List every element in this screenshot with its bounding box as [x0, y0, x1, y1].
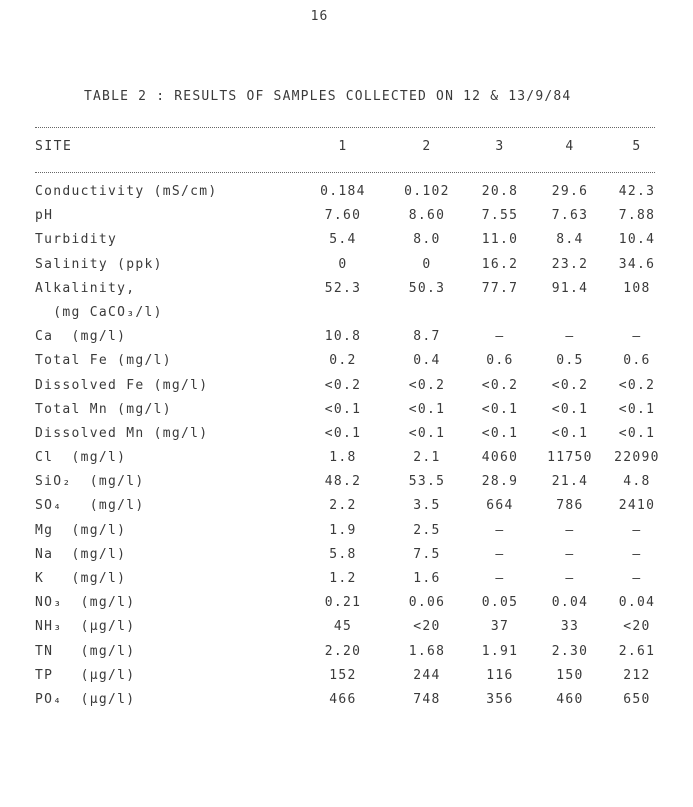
value-cell: –	[632, 329, 642, 345]
parameter-label: Total Mn (mg/l)	[35, 401, 172, 417]
parameter-label: Conductivity (mS/cm)	[35, 184, 218, 199]
value-cell: 212	[623, 667, 651, 683]
value-cell: 0	[422, 256, 432, 272]
table-row	[0, 472, 693, 496]
value-cell: 33	[560, 619, 580, 635]
value-cell: 5.8	[329, 546, 357, 562]
value-cell: 48.2	[324, 474, 362, 490]
value-cell: 0.102	[404, 184, 450, 199]
value-cell: <0.1	[481, 425, 519, 441]
value-cell: 1.8	[329, 450, 357, 466]
parameter-label: Mg (mg/l)	[35, 522, 127, 538]
value-cell: <0.1	[551, 425, 589, 441]
parameter-label: (mg CaCO₃/l)	[35, 304, 163, 320]
value-cell: 10.8	[324, 329, 362, 345]
page-number: 16	[310, 9, 329, 24]
value-cell: <0.2	[324, 377, 362, 393]
value-cell: 7.55	[481, 208, 519, 224]
value-cell: 0.06	[408, 595, 446, 611]
site-header: 2	[422, 139, 432, 154]
value-cell: 52.3	[324, 280, 362, 296]
site-header: 3	[495, 139, 505, 154]
value-cell: <0.1	[618, 401, 656, 417]
parameter-label: NO₃ (mg/l)	[35, 595, 136, 611]
value-cell: 748	[413, 691, 441, 707]
value-cell: 466	[329, 691, 357, 707]
parameter-label: TP (µg/l)	[35, 667, 136, 683]
parameter-label: Na (mg/l)	[35, 546, 127, 562]
value-cell: 664	[486, 498, 514, 514]
value-cell: 150	[556, 667, 584, 683]
value-cell: 5.4	[329, 232, 357, 248]
value-cell: <0.1	[408, 425, 446, 441]
parameter-label: Salinity (ppk)	[35, 256, 163, 272]
value-cell: 16.2	[481, 256, 519, 272]
value-cell: 786	[556, 498, 584, 514]
value-cell: 20.8	[481, 184, 519, 199]
table-row	[0, 255, 693, 279]
table-row	[0, 642, 693, 666]
value-cell: 2.30	[551, 643, 589, 659]
table-title: TABLE 2 : RESULTS OF SAMPLES COLLECTED ON 12 & 13/9/84	[84, 89, 572, 104]
value-cell: 0.6	[623, 353, 651, 369]
table-row	[0, 496, 693, 520]
value-cell: 7.60	[324, 208, 362, 224]
parameter-label: Alkalinity,	[35, 280, 136, 296]
value-cell: <0.1	[618, 425, 656, 441]
value-cell: –	[495, 571, 505, 586]
value-cell: <0.1	[481, 401, 519, 417]
value-cell: 0.04	[551, 595, 589, 611]
table-row	[0, 521, 693, 545]
table-row	[0, 424, 693, 448]
value-cell: 0.05	[481, 595, 519, 611]
table-body	[0, 182, 693, 714]
table-row	[0, 303, 693, 327]
value-cell: 7.88	[618, 208, 656, 224]
value-cell: 77.7	[481, 280, 519, 296]
value-cell: 2.61	[618, 643, 656, 659]
table-row	[0, 182, 693, 206]
value-cell: –	[632, 522, 642, 538]
site-header: 5	[632, 139, 642, 154]
parameter-label: Turbidity	[35, 232, 118, 248]
value-cell: <0.2	[408, 377, 446, 393]
parameter-label: Cl (mg/l)	[35, 450, 127, 466]
value-cell: 1.2	[329, 571, 357, 586]
site-label: SITE	[35, 139, 73, 154]
site-header: 4	[565, 139, 575, 154]
parameter-label: Ca (mg/l)	[35, 329, 127, 345]
value-cell: 4.8	[623, 474, 651, 490]
value-cell: 1.91	[481, 643, 519, 659]
table-row	[0, 327, 693, 351]
site-header: 1	[338, 139, 348, 154]
table-row	[0, 400, 693, 424]
table-header-row	[35, 139, 675, 157]
value-cell: 0	[338, 256, 348, 272]
top-rule	[35, 127, 655, 128]
value-cell: 2.20	[324, 643, 362, 659]
value-cell: –	[632, 546, 642, 562]
value-cell: <0.1	[324, 425, 362, 441]
parameter-label: TN (mg/l)	[35, 643, 136, 659]
value-cell: <0.1	[408, 401, 446, 417]
table-row	[0, 448, 693, 472]
value-cell: <0.2	[618, 377, 656, 393]
table-row	[0, 279, 693, 303]
value-cell: 0.04	[618, 595, 656, 611]
parameter-label: SiO₂ (mg/l)	[35, 474, 145, 490]
value-cell: –	[565, 571, 575, 586]
value-cell: 2.1	[413, 450, 441, 466]
value-cell: 21.4	[551, 474, 589, 490]
value-cell: 29.6	[551, 184, 589, 199]
value-cell: 8.7	[413, 329, 441, 345]
value-cell: 11750	[547, 450, 593, 466]
table-row	[0, 545, 693, 569]
value-cell: 8.0	[413, 232, 441, 248]
value-cell: 50.3	[408, 280, 446, 296]
value-cell: 42.3	[618, 184, 656, 199]
value-cell: 7.5	[413, 546, 441, 562]
parameter-label: NH₃ (µg/l)	[35, 619, 136, 635]
header-rule	[35, 172, 655, 173]
table-row	[0, 666, 693, 690]
value-cell: 91.4	[551, 280, 589, 296]
value-cell: –	[495, 546, 505, 562]
value-cell: 4060	[481, 450, 519, 466]
parameter-label: pH	[35, 208, 54, 224]
table-row	[0, 569, 693, 593]
parameter-label: PO₄ (µg/l)	[35, 691, 136, 707]
value-cell: 11.0	[481, 232, 519, 248]
value-cell: –	[565, 329, 575, 345]
value-cell: 28.9	[481, 474, 519, 490]
value-cell: 1.6	[413, 571, 441, 586]
value-cell: –	[495, 522, 505, 538]
value-cell: 2.5	[413, 522, 441, 538]
value-cell: 356	[486, 691, 514, 707]
value-cell: 8.60	[408, 208, 446, 224]
value-cell: 152	[329, 667, 357, 683]
value-cell: 0.21	[324, 595, 362, 611]
value-cell: –	[565, 522, 575, 538]
parameter-label: Dissolved Mn (mg/l)	[35, 425, 209, 441]
value-cell: 8.4	[556, 232, 584, 248]
value-cell: 108	[623, 280, 651, 296]
value-cell: 10.4	[618, 232, 656, 248]
table-row	[0, 230, 693, 254]
table-row	[0, 351, 693, 375]
value-cell: 1.9	[329, 522, 357, 538]
parameter-label: Total Fe (mg/l)	[35, 353, 172, 369]
value-cell: 34.6	[618, 256, 656, 272]
value-cell: <20	[413, 619, 441, 635]
value-cell: 650	[623, 691, 651, 707]
value-cell: 45	[333, 619, 353, 635]
value-cell: 2410	[618, 498, 656, 514]
value-cell: <0.2	[481, 377, 519, 393]
value-cell: 0.2	[329, 353, 357, 369]
value-cell: 2.2	[329, 498, 357, 514]
value-cell: –	[495, 329, 505, 345]
value-cell: 0.6	[486, 353, 514, 369]
value-cell: 244	[413, 667, 441, 683]
value-cell: <0.1	[551, 401, 589, 417]
parameter-label: SO₄ (mg/l)	[35, 498, 145, 514]
value-cell: 0.184	[320, 184, 366, 199]
value-cell: 37	[490, 619, 510, 635]
parameter-label: Dissolved Fe (mg/l)	[35, 377, 209, 393]
value-cell: <0.2	[551, 377, 589, 393]
table-row	[0, 206, 693, 230]
parameter-label: K (mg/l)	[35, 571, 127, 586]
table-row	[0, 593, 693, 617]
value-cell: <0.1	[324, 401, 362, 417]
table-row	[0, 617, 693, 641]
value-cell: 53.5	[408, 474, 446, 490]
value-cell: 22090	[614, 450, 660, 466]
value-cell: –	[565, 546, 575, 562]
value-cell: 116	[486, 667, 514, 683]
value-cell: 0.4	[413, 353, 441, 369]
value-cell: <20	[623, 619, 651, 635]
value-cell: 460	[556, 691, 584, 707]
value-cell: 1.68	[408, 643, 446, 659]
value-cell: 23.2	[551, 256, 589, 272]
table-row	[0, 690, 693, 714]
value-cell: 7.63	[551, 208, 589, 224]
table-row	[0, 376, 693, 400]
value-cell: 3.5	[413, 498, 441, 514]
value-cell: –	[632, 571, 642, 586]
value-cell: 0.5	[556, 353, 584, 369]
